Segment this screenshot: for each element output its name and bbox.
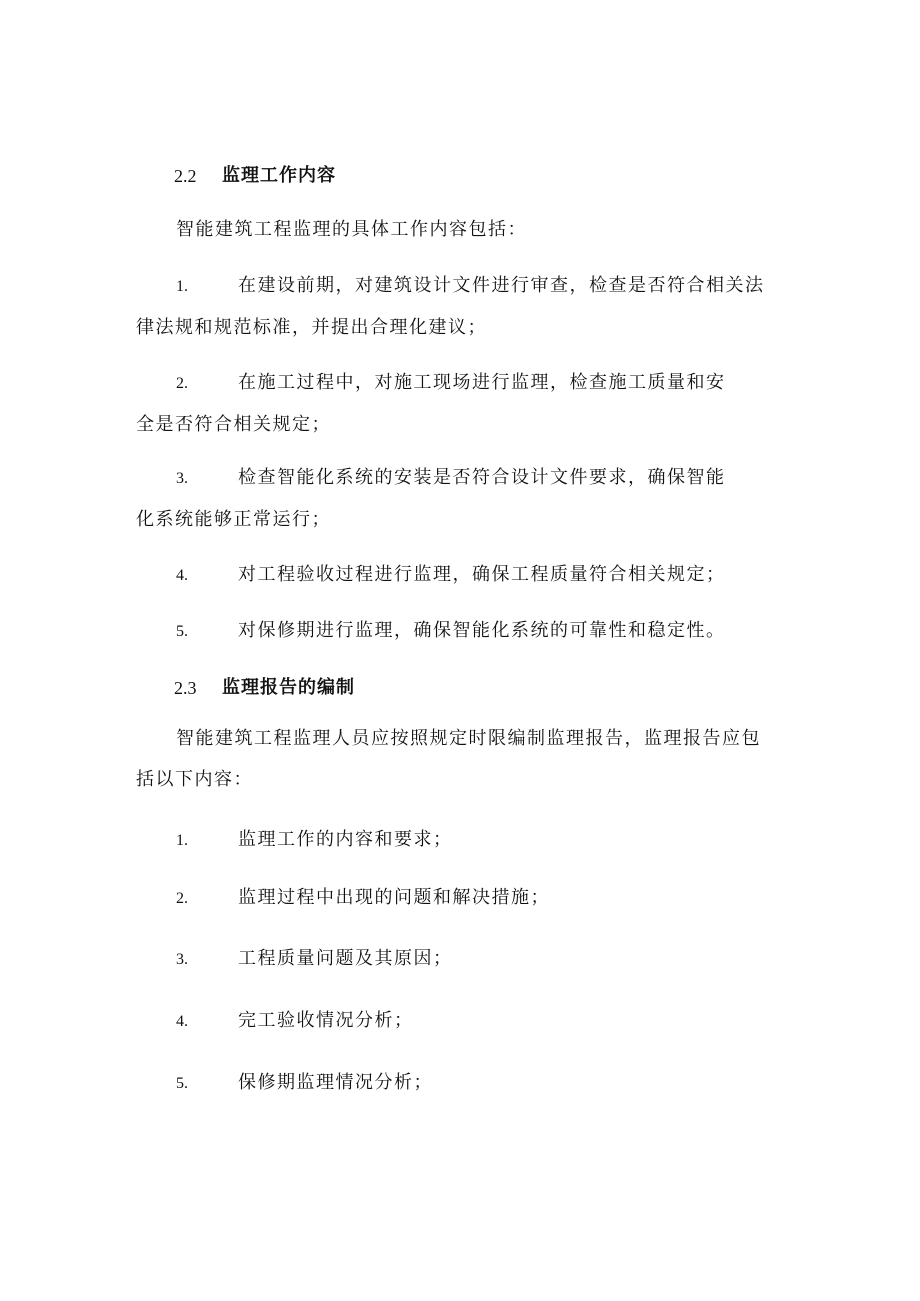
list-number: 4.	[176, 1013, 188, 1030]
list-item-text: 在施工过程中，对施工现场进行监理，检查施工质量和安	[238, 372, 726, 393]
section-number: 2.3	[174, 678, 197, 698]
list-number: 3.	[176, 470, 188, 487]
section-title: 监理报告的编制	[222, 677, 355, 698]
list-item-text: 律法规和规范标准，并提出合理化建议；	[136, 317, 487, 338]
section-title: 监理工作内容	[222, 165, 336, 186]
list-item-text: 监理工作的内容和要求；	[238, 829, 453, 850]
list-item-text: 检查智能化系统的安装是否符合设计文件要求，确保智能	[238, 467, 726, 488]
list-number: 2.	[176, 890, 188, 907]
list-item-text: 在建设前期，对建筑设计文件进行审查，检查是否符合相关法	[238, 275, 765, 296]
list-item-text: 完工验收情况分析；	[238, 1010, 414, 1031]
list-number: 3.	[176, 951, 188, 968]
list-item-text: 保修期监理情况分析；	[238, 1072, 433, 1093]
list-number: 5.	[176, 1075, 188, 1092]
list-number: 2.	[176, 375, 188, 392]
paragraph: 智能建筑工程监理人员应按照规定时限编制监理报告，监理报告应包	[176, 728, 761, 749]
list-number: 1.	[176, 278, 188, 295]
list-item-text: 化系统能够正常运行；	[136, 509, 331, 530]
paragraph: 括以下内容：	[136, 769, 253, 790]
list-number: 1.	[176, 832, 188, 849]
list-item-text: 对保修期进行监理，确保智能化系统的可靠性和稳定性。	[238, 620, 726, 641]
list-number: 5.	[176, 623, 188, 640]
paragraph: 智能建筑工程监理的具体工作内容包括：	[176, 219, 527, 240]
list-item-text: 监理过程中出现的问题和解决措施；	[238, 887, 550, 908]
list-item-text: 对工程验收过程进行监理，确保工程质量符合相关规定；	[238, 564, 726, 585]
list-number: 4.	[176, 567, 188, 584]
list-item-text: 工程质量问题及其原因；	[238, 948, 453, 969]
list-item-text: 全是否符合相关规定；	[136, 414, 331, 435]
section-number: 2.2	[174, 166, 197, 186]
